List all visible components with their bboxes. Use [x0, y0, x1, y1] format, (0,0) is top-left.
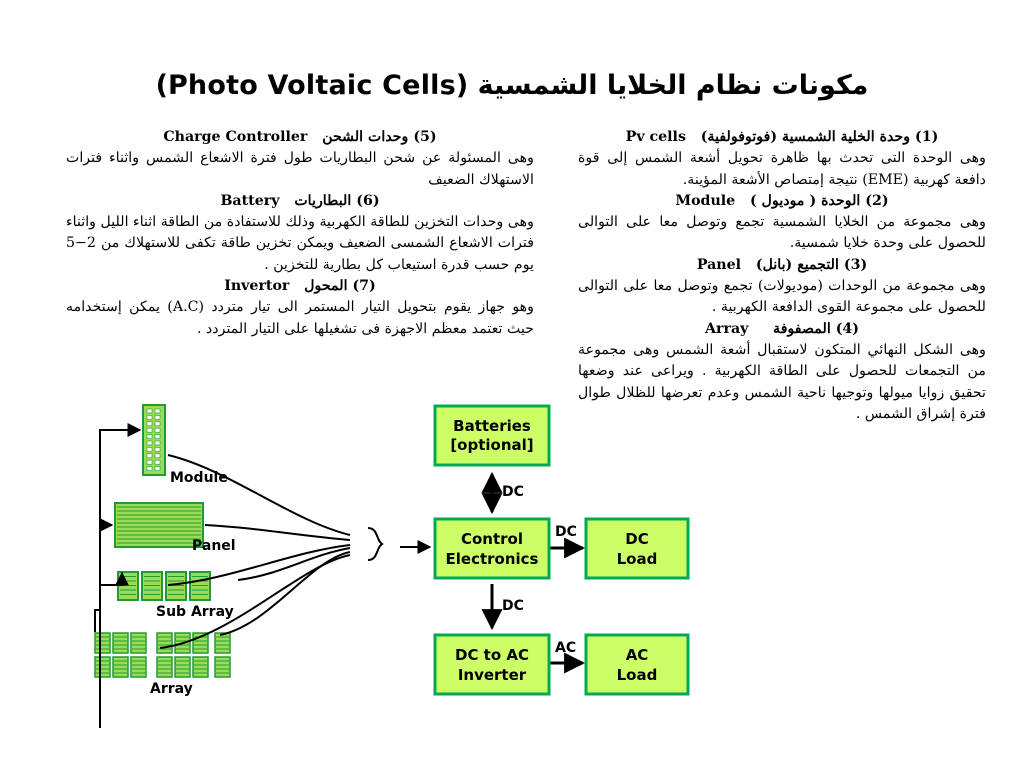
module-cell [155, 467, 160, 471]
inverter-label: DC to AC [455, 646, 529, 664]
module-cell [147, 454, 152, 458]
ac-load-label: AC [625, 646, 649, 664]
brace-symbol [368, 528, 382, 560]
module-cell [155, 422, 160, 426]
ac-label-acload: AC [555, 640, 577, 656]
array-panel [131, 633, 146, 653]
control-label: Control [460, 530, 524, 548]
section-body: وهى مجموعة من الوحدات (موديولات) تجمع وتوصل معا على التوالى للحصول على مجموعة القوى الدافعة الكهربية . [578, 278, 986, 316]
array-panel [193, 657, 208, 677]
dc-label-inverter: DC [502, 598, 524, 614]
dc-load-box [586, 519, 688, 578]
dc-label-batteries: DC [502, 484, 524, 500]
ac-load-label: Load [616, 666, 658, 684]
module-cell [147, 422, 152, 426]
panel-frame [115, 503, 203, 547]
section-heading: (5) وحدات الشحن Charge Controller [163, 129, 437, 145]
module-cell [155, 454, 160, 458]
section-body: وهى مجموعة من الخلايا الشمسية تجمع وتوصل معا على التوالى للحصول على وحدة خلايا شمسية. [578, 214, 986, 252]
slide-title [0, 70, 1024, 101]
array-panel [95, 633, 110, 653]
module-frame [143, 405, 165, 475]
array-panel [113, 633, 128, 653]
inverter-box [435, 635, 549, 694]
section-body: وهى الشكل النهائي المتكون لاستقبال أشعة الشمس وهى مجموعة من التجمعات للحصول على الطاقة الكهربية . ويراعى عند وضعها تحقيق زوايا ميولها وتوجيها ناحية الشمس وعدم تعرضها للظلال طوال فترة إشراق الشمس . [578, 341, 986, 422]
batteries-label: [optional] [450, 436, 534, 454]
dc-load-label: DC [625, 530, 649, 548]
section-body: وهى الوحدة التى تحدث بها ظاهرة تحويل أشعة الشمس إلى قوة دافعة كهربية (EME) نتيجة إمتصاص الأشعة المؤينة. [578, 150, 986, 188]
array-panel [157, 633, 172, 653]
module-cell [155, 415, 160, 419]
module-cell [155, 447, 160, 451]
control-electronics-box [435, 519, 549, 578]
module-cell [155, 428, 160, 432]
array-panel [157, 657, 172, 677]
batteries-label: Batteries [453, 417, 531, 435]
panel-label: Panel [192, 538, 236, 554]
sub-array-label: Sub Array [156, 604, 234, 620]
array-panel [215, 633, 230, 653]
module-cell [147, 447, 152, 451]
inverter-label: Inverter [457, 666, 527, 684]
left-text-column [66, 127, 534, 340]
ac-load-box [586, 635, 688, 694]
dc-label-dcload: DC [555, 524, 577, 540]
module-label: Module [170, 470, 228, 486]
section-heading: (6) البطاريات Battery [220, 192, 380, 209]
module-cell [155, 409, 160, 413]
control-label: Electronics [445, 550, 539, 568]
module-cell [147, 428, 152, 432]
module-cell [147, 460, 152, 464]
batteries-box [435, 406, 549, 465]
section-heading: (2) الوحدة ( موديول ) Module [675, 192, 889, 209]
title-text: مكونات نظام الخلايا الشمسية (Photo Voltaic Cells) [155, 70, 869, 101]
array-panel [131, 657, 146, 677]
module-cell [155, 435, 160, 439]
section-body: وهو جهاز يقوم بتحويل التيار المستمر الى تيار متردد (A.C) يمكن إستخدامه حيث تعتمد معظم الاجهزة فى تشغيلها على التيار المتردد . [66, 299, 534, 337]
module-cell [147, 467, 152, 471]
array-panel [175, 657, 190, 677]
section-heading: (1) وحدة الخلية الشمسية (فوتوفولفية) Pv cells [625, 129, 939, 145]
module-cell [147, 435, 152, 439]
module-cell [155, 460, 160, 464]
section-heading: (4) المصفوفة Array [704, 320, 860, 337]
module-cell [147, 415, 152, 419]
section-heading: (3) التجميع (بانل) Panel [696, 256, 868, 273]
section-body: وهى وحدات التخزين للطاقة الكهربية وذلك للاستفادة من الطاقة اثناء الليل واثناء فترات الاشعاع الشمسى الضعيف ويمكن تخزين طاقة تكفى للاستهلاك من 2−5 يوم حسب قدرة استيعاب كل بطارية للتخزين . [66, 214, 534, 273]
module-cell [147, 409, 152, 413]
array-panel [95, 657, 110, 677]
pv-system-diagram [0, 380, 1024, 768]
section-heading: (7) المحول Invertor [224, 278, 376, 295]
array-label: Array [150, 681, 193, 697]
array-panel [113, 657, 128, 677]
module-cell [147, 441, 152, 445]
array-panel [215, 657, 230, 677]
module-cell [155, 441, 160, 445]
section-body: وهى المسئولة عن شحن البطاريات طول فترة الاشعاع الشمس واثناء فترات الاستهلاك الضعيف [66, 150, 534, 188]
dc-load-label: Load [616, 550, 658, 568]
